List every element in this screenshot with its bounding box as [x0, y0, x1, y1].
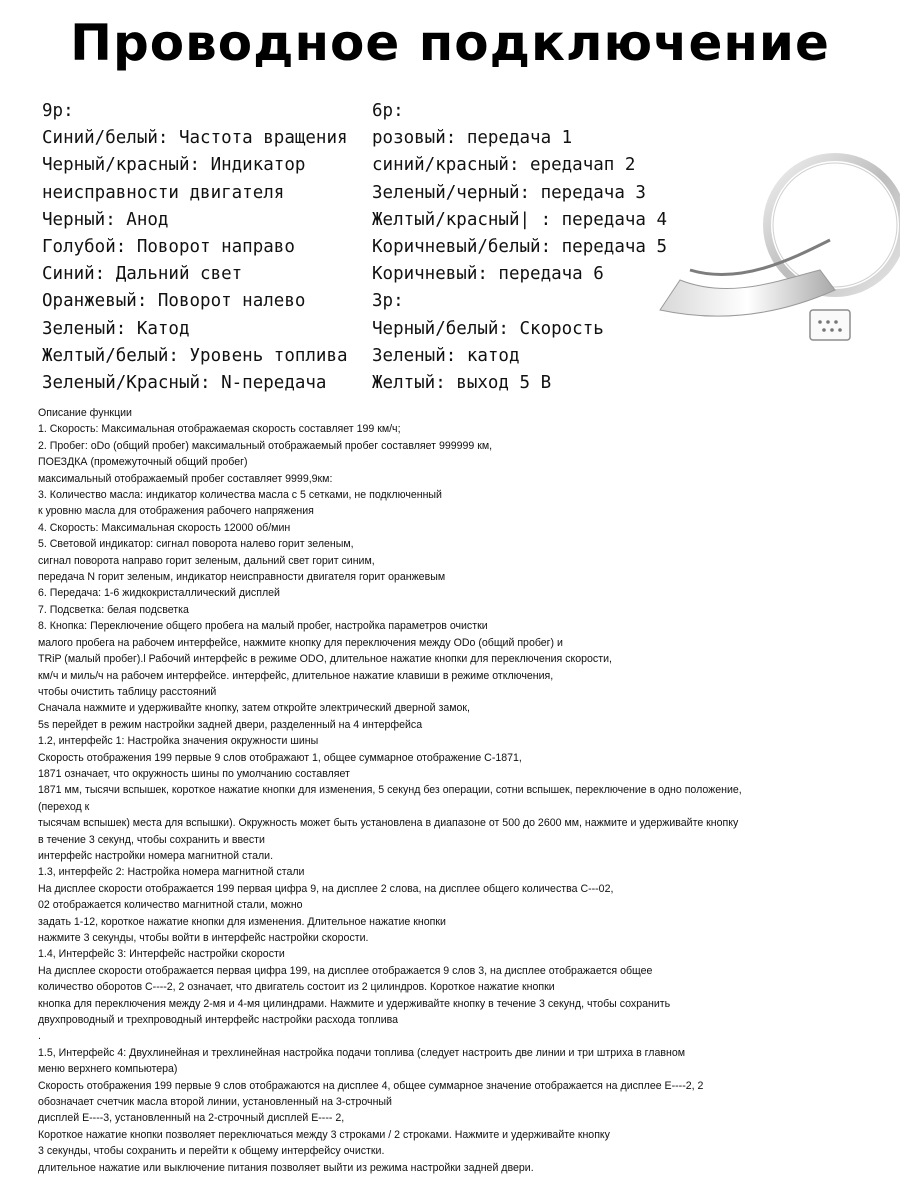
- text-line: TRiP (малый пробег).l Рабочий интерфейс в режиме ODO, длительное нажатие кнопки для переключения скорости,: [38, 653, 612, 666]
- wire-harness-icon: [620, 150, 900, 370]
- list-item: розовый: передача 1: [372, 128, 573, 149]
- text-line: ПОЕЗДКА (промежуточный общий пробег): [38, 456, 248, 469]
- text-line: .: [38, 1030, 41, 1043]
- list-item: синий/красный: ередачап 2: [372, 155, 636, 176]
- text-line: тысячам вспышек) места для вспышки). Окружность может быть установлена в диапазоне от 500 до 2600 мм, нажмите и удерживайте кнопку: [38, 817, 739, 830]
- text-line: нажмите 3 секунды, чтобы войти в интерфейс настройки скорости.: [38, 932, 369, 944]
- text-line: в течение 3 секунд, чтобы сохранить и ввести: [38, 833, 265, 846]
- list-item: Зеленый/Красный: N-передача: [42, 373, 327, 394]
- text-line: Скорость отображения 199 первые 9 слов отображают 1, общее суммарное отображение C-1871,: [38, 751, 522, 764]
- list-item: 9p:: [42, 101, 74, 121]
- list-item: Зеленый/черный: передача 3: [372, 182, 646, 203]
- text-line: 8. Кнопка: Переключение общего пробега на малый пробег, настройка параметров очистки: [38, 620, 488, 633]
- text-line: максимальный отображаемый пробег составляет 9999,9км:: [38, 472, 333, 485]
- text-line: 5s перейдет в режим настройки задней двери, разделенный на 4 интерфейса: [38, 718, 423, 731]
- text-line: двухпроводный и трехпроводный интерфейс настройки расхода топлива: [38, 1014, 399, 1027]
- list-item: Голубой: Поворот направо: [42, 237, 295, 258]
- list-item: Желтый/белый: Уровень топлива: [42, 345, 348, 366]
- text-line: 2. Пробег: oDo (общий пробег) максимальный отображаемый пробег составляет 999999 км,: [38, 439, 493, 452]
- text-line: Короткое нажатие кнопки позволяет переключаться между 3 строками / 2 строками. Нажмите и удерживайте кнопку: [38, 1128, 610, 1141]
- list-item: Оранжевый: Поворот налево: [42, 291, 306, 312]
- pinout-9p-list: [42, 98, 372, 397]
- list-item: Желтый: выход 5 В: [372, 373, 552, 394]
- text-line: к уровню масла для отображения рабочего напряжения: [38, 505, 314, 518]
- text-line: 1.4, Интерфейс 3: Интерфейс настройки скорости: [38, 948, 285, 961]
- text-line: сигнал поворота направо горит зеленым, дальний свет горит синим,: [38, 554, 375, 567]
- list-item: Черный/белый: Скорость: [372, 318, 604, 339]
- text-line: 1.3, интерфейс 2: Настройка номера магнитной стали: [38, 866, 305, 879]
- text-line: Скорость отображения 199 первые 9 слов отображаются на дисплее 4, общее суммарное значение отображается на дисплее E----2, 2: [38, 1079, 704, 1092]
- text-line: интерфейс настройки номера магнитной стали.: [38, 849, 274, 862]
- text-line: На дисплее скорости отображается 199 первая цифра 9, на дисплее 2 слова, на дисплее общего количества C---02,: [38, 882, 614, 895]
- text-line: Сначала нажмите и удерживайте кнопку, затем откройте электрический дверной замок,: [38, 702, 470, 715]
- text-line: дисплей E----3, установленный на 2-строчный дисплей E---- 2,: [38, 1112, 345, 1125]
- text-line: кнопка для переключения между 2-мя и 4-мя цилиндрами. Нажмите и удерживайте кнопку в течение 3 секунд, чтобы сохранить: [38, 997, 671, 1010]
- list-item: Черный/красный: Индикатор: [42, 155, 306, 176]
- text-line: 1871 означает, что окружность шины по умолчанию составляет: [38, 767, 350, 780]
- text-line: 6. Передача: 1-6 жидкокристаллический дисплей: [38, 587, 280, 600]
- text-line: На дисплее скорости отображается первая цифра 199, на дисплее отображается 9 слов 3, на дисплее отображается общее: [38, 964, 653, 977]
- list-item: неисправности двигателя: [42, 182, 285, 203]
- list-item: Синий: Дальний свет: [42, 264, 243, 285]
- text-line: Описание функции: [38, 407, 132, 419]
- text-line: чтобы очистить таблицу расстояний: [38, 685, 217, 698]
- list-item: Желтый/красный| : передача 4: [372, 209, 668, 230]
- page-title: Проводное подключение: [70, 14, 830, 72]
- list-item: Коричневый/белый: передача 5: [372, 237, 668, 258]
- text-line: 1.2, интерфейс 1: Настройка значения окружности шины: [38, 735, 319, 748]
- text-line: задать 1-12, короткое нажатие кнопки для изменения. Длительное нажатие кнопки: [38, 915, 446, 928]
- list-item: Зеленый: катод: [372, 345, 520, 366]
- text-line: меню верхнего компьютера): [38, 1063, 178, 1076]
- text-line: 1.5, Интерфейс 4: Двухлинейная и трехлинейная настройка подачи топлива (следует настроить две линии и три штриха в главном: [38, 1046, 686, 1059]
- text-line: км/ч и миль/ч на рабочем интерфейсе. интерфейс, длительное нажатие клавиши в режиме отключения,: [38, 669, 554, 682]
- text-line: 1871 мм, тысячи вспышек, короткое нажатие кнопки для изменения, 5 секунд без операции, сотни вспышек, переключение в одно положение,: [38, 784, 742, 797]
- text-line: длительное нажатие или выключение питания позволяет выйти из режима настройки задней двери.: [38, 1161, 534, 1174]
- list-item: 3p:: [372, 291, 404, 312]
- text-line: 7. Подсветка: белая подсветка: [38, 603, 189, 616]
- text-line: обозначает счетчик масла второй линии, установленный на 3-строчный: [38, 1096, 392, 1109]
- text-line: 1. Скорость: Максимальная отображаемая скорость составляет 199 км/ч;: [38, 423, 401, 436]
- list-item: Черный: Анод: [42, 209, 169, 230]
- list-item: Синий/белый: Частота вращения: [42, 128, 348, 149]
- text-line: (переход к: [38, 800, 90, 813]
- text-line: 3 секунды, чтобы сохранить и перейти к общему интерфейсу очистки.: [38, 1145, 385, 1158]
- text-line: 5. Световой индикатор: сигнал поворота налево горит зеленым,: [38, 538, 354, 551]
- text-line: малого пробега на рабочем интерфейсе, нажмите кнопку для переключения между ODo (общий пробег) и: [38, 636, 563, 649]
- text-line: передача N горит зеленым, индикатор неисправности двигателя горит оранжевым: [38, 571, 446, 584]
- text-line: 02 отображается количество магнитной стали, можно: [38, 899, 303, 912]
- function-description: [38, 405, 888, 1176]
- text-line: 4. Скорость: Максимальная скорость 12000 об/мин: [38, 521, 291, 534]
- text-line: количество оборотов C----2, 2 означает, что двигатель состоит из 2 цилиндров. Короткое нажатие кнопки: [38, 981, 555, 994]
- text-line: 3. Количество масла: индикатор количества масла с 5 сетками, не подключенный: [38, 489, 442, 502]
- list-item: 6p:: [372, 101, 404, 121]
- list-item: Коричневый: передача 6: [372, 264, 604, 285]
- list-item: Зеленый: Катод: [42, 318, 190, 339]
